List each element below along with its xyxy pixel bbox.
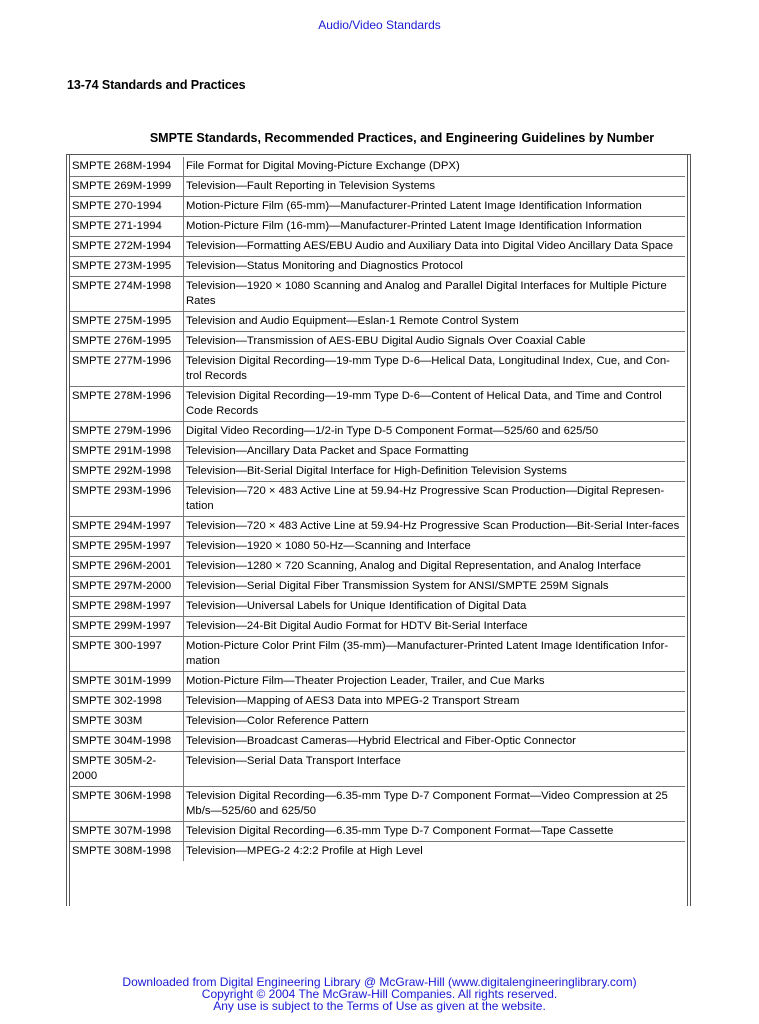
standard-title: Television—Serial Digital Fiber Transmission System for ANSI/SMPTE 259M Signals — [184, 577, 686, 597]
standard-number: SMPTE 291M-1998 — [70, 442, 184, 462]
standard-number: SMPTE 298M-1997 — [70, 597, 184, 617]
table-row — [70, 482, 685, 517]
table-row — [70, 177, 685, 197]
standard-title: Television—Transmission of AES-EBU Digital Audio Signals Over Coaxial Cable — [184, 332, 686, 352]
table-row — [70, 712, 685, 732]
standard-title: Motion-Picture Color Print Film (35-mm)—Manufacturer-Printed Latent Image Identification Infor-mation — [184, 637, 686, 672]
standard-number: SMPTE 272M-1994 — [70, 237, 184, 257]
table-row — [70, 157, 685, 177]
standard-number: SMPTE 307M-1998 — [70, 822, 184, 842]
standard-title: Television—1920 × 1080 50-Hz—Scanning and Interface — [184, 537, 686, 557]
standard-number: SMPTE 308M-1998 — [70, 842, 184, 862]
table-row — [70, 237, 685, 257]
standard-number: SMPTE 300-1997 — [70, 637, 184, 672]
table-row — [70, 422, 685, 442]
standard-title: Motion-Picture Film (65-mm)—Manufacturer-Printed Latent Image Identification Information — [184, 197, 686, 217]
standard-number: SMPTE 301M-1999 — [70, 672, 184, 692]
standard-number: SMPTE 297M-2000 — [70, 577, 184, 597]
table-row — [70, 217, 685, 237]
table-row — [70, 197, 685, 217]
standard-title: Television Digital Recording—19-mm Type D-6—Helical Data, Longitudinal Index, Cue, and Con-trol Records — [184, 352, 686, 387]
table-row — [70, 752, 685, 787]
standard-number: SMPTE 306M-1998 — [70, 787, 184, 822]
footer-copyright: Copyright © 2004 The McGraw-Hill Companies. All rights reserved. — [201, 987, 558, 1001]
standards-table-frame — [66, 154, 691, 906]
standard-title: Television—Fault Reporting in Television Systems — [184, 177, 686, 197]
standard-number: SMPTE 292M-1998 — [70, 462, 184, 482]
table-row — [70, 672, 685, 692]
table-row — [70, 277, 685, 312]
standard-title: File Format for Digital Moving-Picture Exchange (DPX) — [184, 157, 686, 177]
table-row — [70, 462, 685, 482]
table-row — [70, 332, 685, 352]
table-row — [70, 517, 685, 537]
table-row — [70, 822, 685, 842]
standard-number: SMPTE 299M-1997 — [70, 617, 184, 637]
standard-number: SMPTE 302-1998 — [70, 692, 184, 712]
standard-title: Television—Color Reference Pattern — [184, 712, 686, 732]
standard-title: Television—1920 × 1080 Scanning and Analog and Parallel Digital Interfaces for Multiple Picture Rates — [184, 277, 686, 312]
section-heading: 13-74 Standards and Practices — [67, 78, 246, 92]
standard-number: SMPTE 275M-1995 — [70, 312, 184, 332]
table-row — [70, 617, 685, 637]
standard-number: SMPTE 303M — [70, 712, 184, 732]
standard-number: SMPTE 271-1994 — [70, 217, 184, 237]
standard-title: Television—1280 × 720 Scanning, Analog and Digital Representation, and Analog Interface — [184, 557, 686, 577]
standard-number: SMPTE 268M-1994 — [70, 157, 184, 177]
footer-terms-link[interactable]: Any use is subject to the Terms of Use as given at the website. — [213, 999, 546, 1013]
standard-title: Television—Universal Labels for Unique Identification of Digital Data — [184, 597, 686, 617]
standard-number: SMPTE 273M-1995 — [70, 257, 184, 277]
standards-table-body — [70, 157, 685, 861]
standard-title: Television and Audio Equipment—Eslan-1 Remote Control System — [184, 312, 686, 332]
standard-number: SMPTE 270-1994 — [70, 197, 184, 217]
table-row — [70, 557, 685, 577]
table-row — [70, 387, 685, 422]
standard-number: SMPTE 274M-1998 — [70, 277, 184, 312]
standard-number: SMPTE 305M-2-2000 — [70, 752, 184, 787]
table-row — [70, 312, 685, 332]
standard-number: SMPTE 279M-1996 — [70, 422, 184, 442]
table-row — [70, 577, 685, 597]
standard-number: SMPTE 293M-1996 — [70, 482, 184, 517]
standard-title: Television—720 × 483 Active Line at 59.94-Hz Progressive Scan Production—Digital Represen-tation — [184, 482, 686, 517]
table-row — [70, 692, 685, 712]
standard-title: Digital Video Recording—1/2-in Type D-5 Component Format—525/60 and 625/50 — [184, 422, 686, 442]
standard-title: Television—Ancillary Data Packet and Space Formatting — [184, 442, 686, 462]
table-row — [70, 352, 685, 387]
standard-number: SMPTE 277M-1996 — [70, 352, 184, 387]
standard-number: SMPTE 295M-1997 — [70, 537, 184, 557]
standard-title: Television—24-Bit Digital Audio Format for HDTV Bit-Serial Interface — [184, 617, 686, 637]
footer — [0, 976, 759, 1012]
standard-number: SMPTE 294M-1997 — [70, 517, 184, 537]
standard-number: SMPTE 276M-1995 — [70, 332, 184, 352]
standard-title: Television—Mapping of AES3 Data into MPEG-2 Transport Stream — [184, 692, 686, 712]
standard-title: Television Digital Recording—6.35-mm Type D-7 Component Format—Tape Cassette — [184, 822, 686, 842]
standard-number: SMPTE 269M-1999 — [70, 177, 184, 197]
table-row — [70, 257, 685, 277]
standard-title: Television—720 × 483 Active Line at 59.94-Hz Progressive Scan Production—Bit-Serial Inter-faces — [184, 517, 686, 537]
table-row — [70, 442, 685, 462]
running-header-link[interactable]: Audio/Video Standards — [318, 18, 441, 32]
table-row — [70, 732, 685, 752]
table-row — [70, 787, 685, 822]
table-row — [70, 637, 685, 672]
standard-title: Motion-Picture Film (16-mm)—Manufacturer-Printed Latent Image Identification Information — [184, 217, 686, 237]
standard-title: Television—Serial Data Transport Interface — [184, 752, 686, 787]
standard-title: Television Digital Recording—19-mm Type D-6—Content of Helical Data, and Time and Control Code Records — [184, 387, 686, 422]
standard-title: Television—Broadcast Cameras—Hybrid Electrical and Fiber-Optic Connector — [184, 732, 686, 752]
standards-table — [70, 157, 685, 861]
standard-number: SMPTE 304M-1998 — [70, 732, 184, 752]
standard-title: Television—Formatting AES/EBU Audio and Auxiliary Data into Digital Video Ancillary Data Space — [184, 237, 686, 257]
footer-download-link[interactable]: Downloaded from Digital Engineering Library @ McGraw-Hill (www.digitalengineeringlibrary.com) — [122, 975, 637, 989]
table-title: SMPTE Standards, Recommended Practices, and Engineering Guidelines by Number — [149, 131, 655, 145]
standard-title: Motion-Picture Film—Theater Projection Leader, Trailer, and Cue Marks — [184, 672, 686, 692]
standard-title: Television Digital Recording—6.35-mm Type D-7 Component Format—Video Compression at 25 Mb/s—525/60 and 625/50 — [184, 787, 686, 822]
table-row — [70, 842, 685, 862]
table-row — [70, 597, 685, 617]
standard-title: Television—Status Monitoring and Diagnostics Protocol — [184, 257, 686, 277]
standard-title: Television—MPEG-2 4:2:2 Profile at High Level — [186, 845, 423, 857]
standard-title: Television—Bit-Serial Digital Interface for High-Definition Television Systems — [184, 462, 686, 482]
standard-number: SMPTE 278M-1996 — [70, 387, 184, 422]
standard-number: SMPTE 296M-2001 — [70, 557, 184, 577]
table-row — [70, 537, 685, 557]
